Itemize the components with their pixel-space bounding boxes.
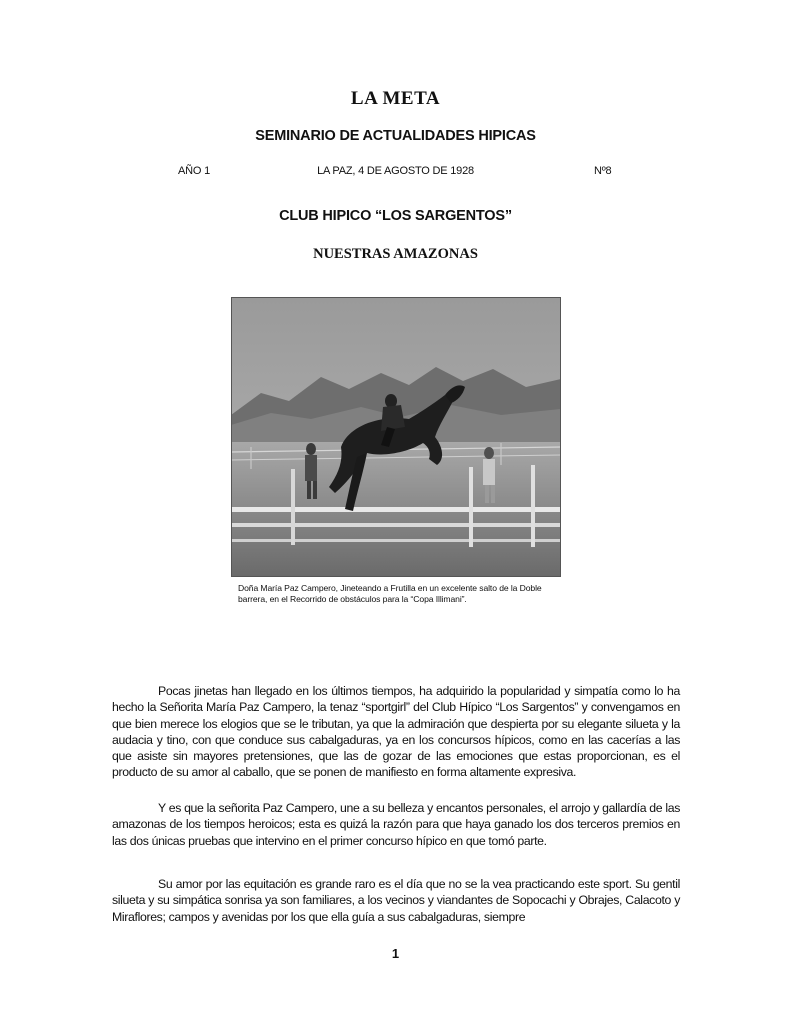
article-paragraph-text: Su amor por las equitación es grande raro es el día que no se la vea practicando este sport. Su gentil silueta y su simpática sonrisa ya son familiares, a los vecinos y viandantes de Sopocachi y Obrajes, Calacoto y Miraflores; campos y avenidas por los que ella guía a sus cabalgaduras, siempre bbox=[112, 877, 680, 924]
photo-caption: Doña María Paz Campero, Jineteando a Frutilla en un excelente salto de la Doble barrera, en el Recorrido de obstáculos para la “Copa Illimani”. bbox=[238, 583, 542, 604]
issue-year: AÑO 1 bbox=[178, 165, 211, 177]
show-jumping-photo bbox=[231, 297, 561, 577]
article-paragraph bbox=[112, 800, 680, 849]
masthead-title: LA META bbox=[350, 88, 441, 109]
publication-subtitle: SEMINARIO DE ACTUALIDADES HIPICAS bbox=[255, 128, 536, 144]
issue-date: LA PAZ, 4 DE AGOSTO DE 1928 bbox=[317, 165, 474, 177]
page-number: 1 bbox=[391, 946, 400, 961]
article-paragraph-text: Pocas jinetas han llegado en los últimos tiempos, ha adquirido la popularidad y simpatía como lo ha hecho la Señorita María Paz Campero, la tenaz “sportgirl” del Club Hípico “Los Sargentos” y convengamos en que bien merece los elogios que se le tributan, ya que la admiración que despierta por su elegante silueta y la audacia y tino, con que conduce sus cabalgaduras, ya en los concursos hípicos, como en las cacerías a las que asiste sin mayores pretensiones, que las de gozar de las emociones que estas proporcionan, es el producto de su amor al caballo, que se ponen de manifiesto en forma altamente expresiva. bbox=[112, 684, 680, 780]
issue-number: Nº8 bbox=[594, 165, 612, 177]
section-title: CLUB HIPICO “LOS SARGENTOS” bbox=[279, 208, 512, 224]
section-subtitle: NUESTRAS AMAZONAS bbox=[313, 246, 478, 262]
article-paragraph bbox=[112, 683, 680, 781]
article-paragraph-text: Y es que la señorita Paz Campero, une a su belleza y encantos personales, el arrojo y gallardía de las amazonas de los tiempos heroicos; esta es quizá la razón para que haya ganado los dos terceros premios en las dos únicas pruebas que intervino en el primer concurso hípico en que tomó parte. bbox=[112, 801, 680, 848]
article-paragraph bbox=[112, 876, 680, 925]
show-jumping-photo-illustration bbox=[231, 297, 561, 577]
